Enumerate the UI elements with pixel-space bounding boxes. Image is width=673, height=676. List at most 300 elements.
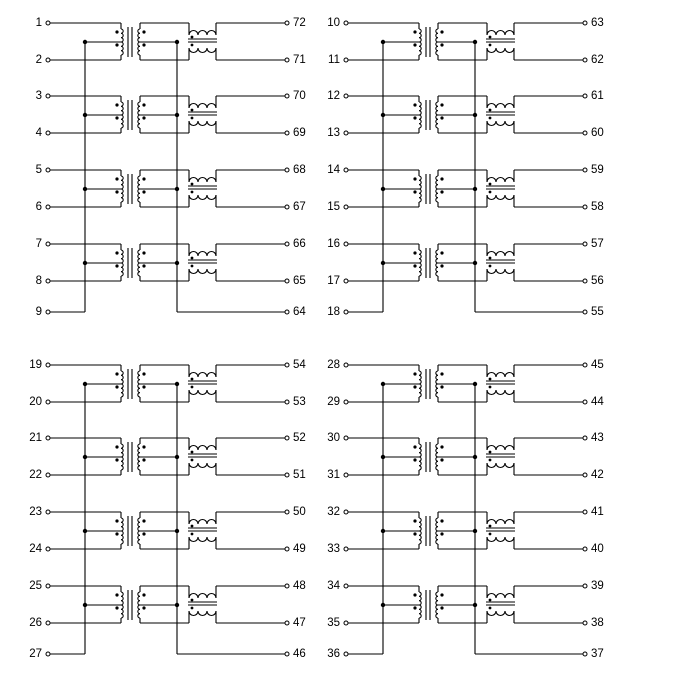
polarity-dot (489, 191, 492, 194)
polarity-dot (142, 251, 145, 254)
secondary-coil (436, 444, 438, 457)
choke-winding (487, 463, 514, 468)
secondary-coil (138, 42, 140, 55)
primary-coil (419, 592, 421, 605)
primary-coil (419, 176, 421, 189)
polarity-dot (413, 190, 416, 193)
pin (583, 168, 587, 172)
primary-coil (121, 518, 123, 531)
pin-label: 25 (29, 580, 42, 593)
pin-label: 20 (29, 396, 42, 409)
polarity-dot (191, 459, 194, 462)
pin (285, 621, 289, 625)
pin-label: 6 (35, 201, 42, 214)
pin-label: 11 (328, 54, 340, 67)
choke-winding (189, 537, 216, 542)
pin-label: 21 (29, 432, 42, 445)
polarity-dot (115, 606, 118, 609)
pin-label: 53 (293, 396, 306, 409)
polarity-dot (440, 264, 443, 267)
pin-label: 26 (29, 617, 42, 630)
pin (583, 205, 587, 209)
pin-label: 31 (327, 469, 340, 482)
choke-winding (189, 611, 216, 616)
primary-coil (419, 115, 421, 128)
pin-label: 4 (35, 127, 42, 140)
polarity-dot (142, 385, 145, 388)
polarity-dot (191, 386, 194, 389)
choke-winding (189, 373, 216, 378)
pin-label: 32 (327, 506, 340, 519)
choke-winding (487, 121, 514, 126)
pin-label: 44 (591, 396, 604, 409)
pin-label: 19 (29, 359, 42, 372)
pin (344, 310, 348, 314)
pin (344, 279, 348, 283)
polarity-dot (440, 532, 443, 535)
secondary-coil (138, 176, 140, 189)
secondary-coil (436, 518, 438, 531)
pin-label: 62 (591, 54, 604, 67)
pin (285, 168, 289, 172)
polarity-dot (142, 445, 145, 448)
pin (583, 510, 587, 514)
pin-label: 36 (327, 648, 340, 661)
polarity-dot (142, 103, 145, 106)
pin (344, 58, 348, 62)
choke-winding (487, 178, 514, 182)
polarity-dot (191, 36, 194, 39)
secondary-coil (436, 531, 438, 544)
pin (583, 473, 587, 477)
primary-coil (121, 176, 123, 189)
pin (46, 652, 50, 656)
pin-label: 34 (327, 580, 340, 593)
pin-label: 14 (327, 164, 340, 177)
polarity-dot (440, 606, 443, 609)
pin-label: 56 (591, 275, 604, 288)
pin (285, 94, 289, 98)
polarity-dot (413, 519, 416, 522)
pin-label: 41 (591, 506, 604, 519)
secondary-coil (436, 102, 438, 115)
polarity-dot (489, 386, 492, 389)
pin (46, 310, 50, 314)
pin (46, 131, 50, 135)
primary-coil (121, 371, 123, 384)
polarity-dot (489, 36, 492, 39)
pin (46, 363, 50, 367)
pin-label: 52 (293, 432, 306, 445)
polarity-dot (115, 593, 118, 596)
primary-coil (121, 531, 123, 544)
secondary-coil (138, 29, 140, 42)
pin (583, 131, 587, 135)
choke-winding (487, 611, 514, 616)
block-1 (327, 17, 604, 318)
polarity-dot (191, 117, 194, 120)
polarity-dot (413, 177, 416, 180)
pin (285, 58, 289, 62)
pin (583, 400, 587, 404)
pin-label: 2 (35, 54, 42, 67)
polarity-dot (489, 599, 492, 602)
polarity-dot (489, 44, 492, 47)
choke-winding (487, 390, 514, 395)
pin (344, 400, 348, 404)
polarity-dot (191, 451, 194, 454)
choke-winding (189, 463, 216, 468)
pin-label: 15 (327, 201, 340, 214)
pin (46, 547, 50, 551)
polarity-dot (115, 177, 118, 180)
polarity-dot (440, 116, 443, 119)
primary-coil (419, 384, 421, 397)
secondary-coil (138, 371, 140, 384)
pin-label: 47 (293, 617, 306, 630)
choke-winding (487, 446, 514, 451)
choke-winding (487, 31, 514, 36)
pin (285, 242, 289, 246)
polarity-dot (115, 372, 118, 375)
pin (46, 436, 50, 440)
primary-coil (419, 29, 421, 42)
polarity-dot (191, 378, 194, 381)
secondary-coil (436, 42, 438, 55)
choke-winding (487, 520, 514, 525)
block-2 (29, 359, 306, 660)
pin-label: 60 (591, 127, 604, 140)
secondary-coil (436, 115, 438, 128)
polarity-dot (115, 116, 118, 119)
choke-winding (189, 594, 216, 599)
polarity-dot (142, 372, 145, 375)
secondary-coil (138, 518, 140, 531)
primary-coil (419, 605, 421, 618)
pin-label: 49 (293, 543, 306, 556)
pin-label: 43 (591, 432, 604, 445)
polarity-dot (413, 445, 416, 448)
pin-label: 57 (591, 238, 604, 251)
pin-label: 38 (591, 617, 604, 630)
polarity-dot (191, 257, 194, 260)
polarity-dot (413, 251, 416, 254)
polarity-dot (413, 43, 416, 46)
polarity-dot (413, 116, 416, 119)
pin (344, 205, 348, 209)
secondary-coil (436, 371, 438, 384)
pin-label: 64 (293, 306, 306, 319)
polarity-dot (191, 599, 194, 602)
pin (344, 242, 348, 246)
choke-winding (487, 373, 514, 378)
pin-label: 66 (293, 238, 306, 251)
pin (46, 473, 50, 477)
polarity-dot (489, 451, 492, 454)
pin (46, 510, 50, 514)
secondary-coil (138, 531, 140, 544)
pin-label: 5 (35, 164, 42, 177)
polarity-dot (142, 116, 145, 119)
pin-label: 16 (327, 238, 340, 251)
polarity-dot (142, 458, 145, 461)
primary-coil (121, 29, 123, 42)
pin (344, 21, 348, 25)
pin (583, 621, 587, 625)
pin-label: 71 (293, 54, 306, 67)
pin-label: 39 (591, 580, 604, 593)
choke-winding (487, 594, 514, 599)
polarity-dot (115, 103, 118, 106)
choke-winding (487, 104, 514, 109)
pin (46, 58, 50, 62)
polarity-dot (440, 458, 443, 461)
polarity-dot (413, 593, 416, 596)
pin (285, 584, 289, 588)
choke-winding (189, 104, 216, 109)
pin (344, 363, 348, 367)
block-3 (327, 359, 604, 660)
pin-label: 7 (35, 238, 42, 251)
pin (583, 58, 587, 62)
primary-coil (419, 102, 421, 115)
pin-label: 13 (327, 127, 340, 140)
secondary-coil (436, 176, 438, 189)
pin-label: 42 (591, 469, 604, 482)
secondary-coil (436, 29, 438, 42)
polarity-dot (191, 533, 194, 536)
pin (344, 510, 348, 514)
pin-label: 27 (29, 648, 42, 661)
pin-label: 54 (293, 359, 306, 372)
pin (285, 131, 289, 135)
primary-coil (121, 42, 123, 55)
choke-winding (189, 31, 216, 36)
polarity-dot (142, 532, 145, 535)
choke-winding (189, 520, 216, 525)
polarity-dot (440, 177, 443, 180)
primary-coil (121, 384, 123, 397)
primary-coil (419, 371, 421, 384)
polarity-dot (440, 372, 443, 375)
choke-winding (487, 537, 514, 542)
pin (285, 473, 289, 477)
choke-winding (189, 269, 216, 274)
polarity-dot (440, 593, 443, 596)
secondary-coil (138, 189, 140, 202)
primary-coil (419, 444, 421, 457)
pin-label: 12 (327, 90, 340, 103)
pin (344, 168, 348, 172)
polarity-dot (191, 607, 194, 610)
polarity-dot (413, 532, 416, 535)
polarity-dot (191, 109, 194, 112)
polarity-dot (191, 191, 194, 194)
pin (583, 242, 587, 246)
choke-winding (189, 390, 216, 395)
pin (344, 652, 348, 656)
pin-label: 17 (327, 275, 340, 288)
pin (285, 363, 289, 367)
pin-label: 46 (293, 648, 306, 661)
pin (46, 584, 50, 588)
polarity-dot (489, 265, 492, 268)
pin-label: 50 (293, 506, 306, 519)
polarity-dot (489, 117, 492, 120)
polarity-dot (115, 519, 118, 522)
pin (583, 310, 587, 314)
polarity-dot (489, 459, 492, 462)
polarity-dot (440, 385, 443, 388)
primary-coil (419, 250, 421, 263)
pin (344, 584, 348, 588)
secondary-coil (436, 457, 438, 470)
secondary-coil (436, 384, 438, 397)
polarity-dot (413, 103, 416, 106)
polarity-dot (440, 190, 443, 193)
pin (344, 94, 348, 98)
polarity-dot (115, 532, 118, 535)
polarity-dot (440, 30, 443, 33)
polarity-dot (489, 257, 492, 260)
pin (583, 547, 587, 551)
pin (583, 363, 587, 367)
pin-label: 37 (591, 648, 604, 661)
secondary-coil (138, 263, 140, 276)
block-0 (36, 17, 307, 318)
polarity-dot (440, 103, 443, 106)
pin (285, 310, 289, 314)
primary-coil (419, 42, 421, 55)
pin (46, 279, 50, 283)
polarity-dot (413, 264, 416, 267)
polarity-dot (142, 190, 145, 193)
pin (344, 621, 348, 625)
choke-winding (487, 195, 514, 200)
polarity-dot (489, 378, 492, 381)
pin (583, 94, 587, 98)
secondary-coil (138, 250, 140, 263)
pin (344, 473, 348, 477)
pin-label: 22 (29, 469, 42, 482)
primary-coil (419, 531, 421, 544)
choke-winding (189, 195, 216, 200)
polarity-dot (142, 177, 145, 180)
polarity-dot (413, 30, 416, 33)
primary-coil (121, 457, 123, 470)
pin (46, 621, 50, 625)
polarity-dot (142, 593, 145, 596)
pin (285, 400, 289, 404)
secondary-coil (138, 384, 140, 397)
pin (344, 547, 348, 551)
polarity-dot (440, 445, 443, 448)
secondary-coil (436, 263, 438, 276)
secondary-coil (138, 592, 140, 605)
pin (344, 436, 348, 440)
polarity-dot (115, 458, 118, 461)
polarity-dot (115, 445, 118, 448)
polarity-dot (489, 607, 492, 610)
polarity-dot (191, 525, 194, 528)
pin-label: 35 (327, 617, 340, 630)
pin-label: 59 (591, 164, 604, 177)
primary-coil (121, 250, 123, 263)
choke-winding (189, 121, 216, 126)
polarity-dot (115, 30, 118, 33)
primary-coil (419, 189, 421, 202)
primary-coil (419, 457, 421, 470)
pin-label: 33 (327, 543, 340, 556)
secondary-coil (436, 250, 438, 263)
pin (46, 168, 50, 172)
pin-label: 40 (591, 543, 604, 556)
polarity-dot (115, 43, 118, 46)
primary-coil (121, 115, 123, 128)
secondary-coil (436, 592, 438, 605)
polarity-dot (142, 519, 145, 522)
polarity-dot (413, 458, 416, 461)
pin-label: 67 (293, 201, 306, 214)
polarity-dot (142, 264, 145, 267)
polarity-dot (115, 190, 118, 193)
pin-label: 69 (293, 127, 306, 140)
pin-label: 68 (293, 164, 306, 177)
choke-winding (487, 48, 514, 53)
polarity-dot (440, 519, 443, 522)
polarity-dot (413, 385, 416, 388)
polarity-dot (489, 109, 492, 112)
pin (285, 205, 289, 209)
pin-label: 9 (35, 306, 42, 319)
pin (285, 21, 289, 25)
primary-coil (121, 444, 123, 457)
pin (344, 131, 348, 135)
primary-coil (121, 189, 123, 202)
pin-label: 58 (591, 201, 604, 214)
secondary-coil (138, 102, 140, 115)
secondary-coil (138, 444, 140, 457)
polarity-dot (440, 251, 443, 254)
pin (583, 279, 587, 283)
pin (46, 205, 50, 209)
pin-label: 45 (591, 359, 604, 372)
pin-label: 18 (327, 306, 340, 319)
pin-label: 61 (591, 90, 604, 103)
pin (583, 21, 587, 25)
pin-label: 24 (29, 543, 42, 556)
pin-label: 72 (293, 17, 306, 30)
pin-label: 30 (327, 432, 340, 445)
primary-coil (419, 518, 421, 531)
pin-label: 8 (35, 275, 42, 288)
pin-label: 3 (35, 90, 42, 103)
pin-label: 63 (591, 17, 604, 30)
pin-label: 70 (293, 90, 306, 103)
pin-label: 55 (591, 306, 604, 319)
polarity-dot (115, 264, 118, 267)
polarity-dot (142, 43, 145, 46)
choke-winding (189, 252, 216, 257)
pin (285, 547, 289, 551)
pin (285, 510, 289, 514)
polarity-dot (191, 44, 194, 47)
secondary-coil (436, 189, 438, 202)
polarity-dot (440, 43, 443, 46)
choke-winding (189, 446, 216, 451)
pin (46, 94, 50, 98)
primary-coil (121, 102, 123, 115)
